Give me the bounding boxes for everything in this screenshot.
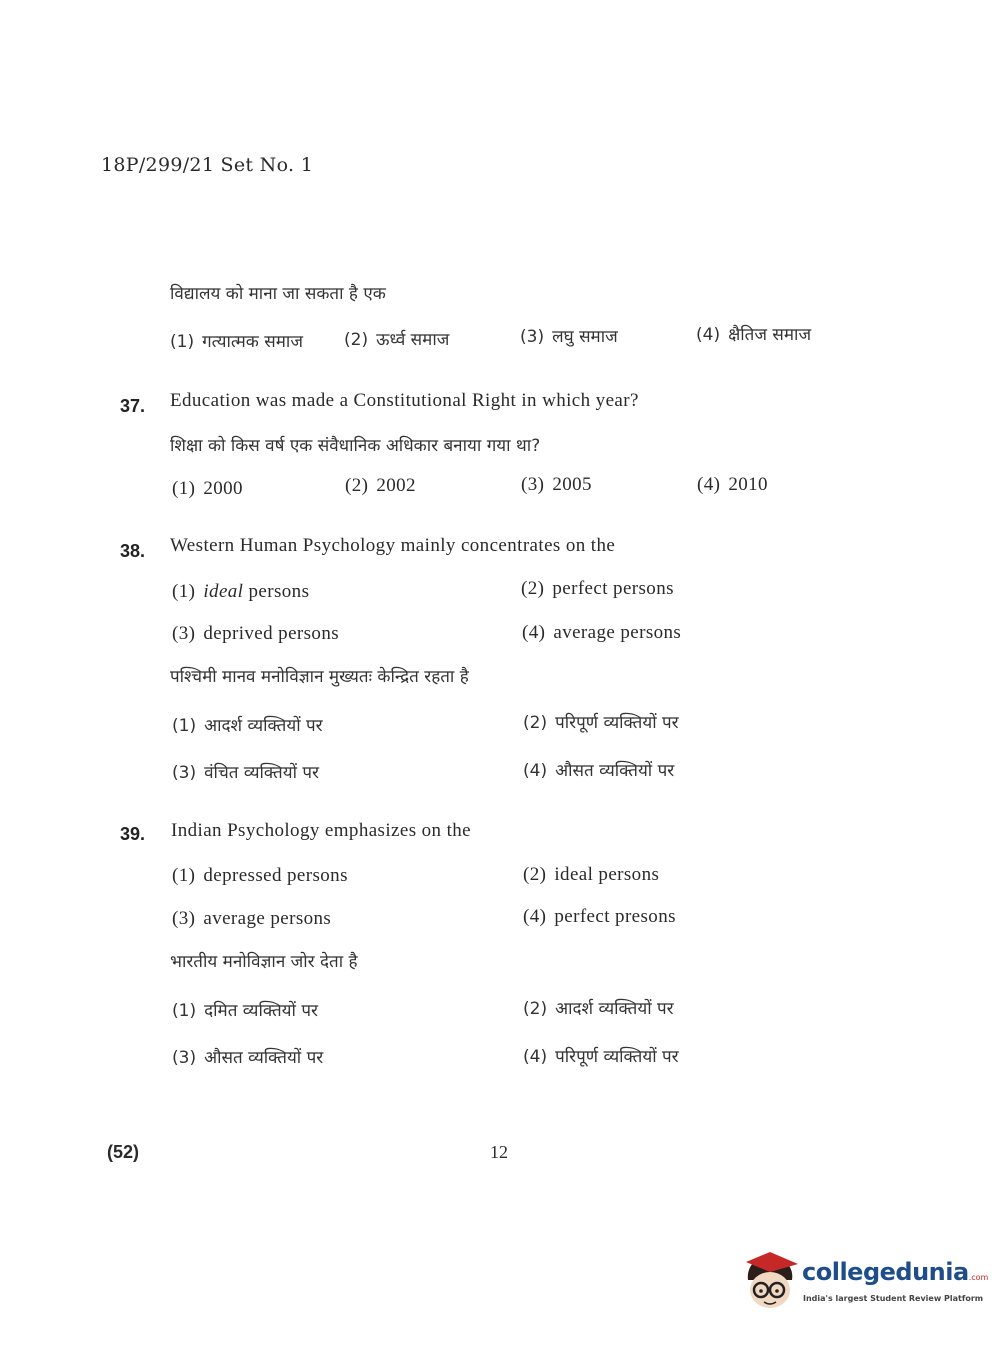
q39-stem-english: Indian Psychology emphasizes on the xyxy=(171,820,472,841)
logo-brand: collegedunia.com xyxy=(802,1258,989,1286)
q36-stem-hindi: विद्यालय को माना जा सकता है एक xyxy=(170,284,386,304)
q37-stem-english: Education was made a Constitutional Right in which year? xyxy=(170,390,639,411)
q37-option-4: (4) 2010 xyxy=(697,474,768,495)
q39-stem-hindi: भारतीय मनोविज्ञान जोर देता है xyxy=(170,952,358,972)
q39-hindi-option-1: (1) दमित व्यक्तियों पर xyxy=(172,1001,318,1021)
q39-option-3: (3) average persons xyxy=(172,908,332,929)
q36-option-3: (3) लघु समाज xyxy=(520,327,618,347)
q39-option-4: (4) perfect presons xyxy=(523,906,676,927)
logo-tagline: India's largest Student Review Platform xyxy=(803,1294,984,1303)
q38-option-2: (2) perfect persons xyxy=(521,578,674,599)
q37-option-3: (3) 2005 xyxy=(521,474,592,495)
q38-option-3: (3) deprived persons xyxy=(172,623,340,644)
q38-hindi-option-1: (1) आदर्श व्यक्तियों पर xyxy=(172,716,323,736)
q37-option-1: (1) 2000 xyxy=(172,478,243,499)
q36-option-1: (1) गत्यात्मक समाज xyxy=(170,332,303,352)
q39-hindi-option-4: (4) परिपूर्ण व्यक्तियों पर xyxy=(523,1047,679,1067)
q39-hindi-option-3: (3) औसत व्यक्तियों पर xyxy=(172,1048,324,1068)
q38-stem-english: Western Human Psychology mainly concentrates on the xyxy=(170,535,616,556)
q38-option-4: (4) average persons xyxy=(522,622,682,643)
q39-hindi-option-2: (2) आदर्श व्यक्तियों पर xyxy=(523,999,674,1019)
q38-stem-hindi: पश्चिमी मानव मनोविज्ञान मुख्यतः केन्द्रित रहता है xyxy=(170,667,469,687)
q39-number: 39. xyxy=(120,824,146,844)
q38-hindi-option-2: (2) परिपूर्ण व्यक्तियों पर xyxy=(523,713,679,733)
q37-number: 37. xyxy=(120,396,146,416)
booklet-code: (52) xyxy=(107,1142,140,1162)
q36-option-2: (2) ऊर्ध्व समाज xyxy=(344,330,450,350)
paper-code: 18P/299/21 Set No. 1 xyxy=(101,154,314,176)
q37-option-2: (2) 2002 xyxy=(345,475,416,496)
q37-stem-hindi: शिक्षा को किस वर्ष एक संवैधानिक अधिकार बनाया गया था? xyxy=(170,436,541,456)
mascot-icon xyxy=(742,1250,800,1312)
page-number: 12 xyxy=(490,1142,508,1162)
q38-hindi-option-3: (3) वंचित व्यक्तियों पर xyxy=(172,763,319,783)
q38-option-1: (1) ideal persons xyxy=(172,581,310,602)
q38-hindi-option-4: (4) औसत व्यक्तियों पर xyxy=(523,761,675,781)
q39-option-1: (1) depressed persons xyxy=(172,865,348,886)
q36-option-4: (4) क्षैतिज समाज xyxy=(696,325,812,345)
q39-option-2: (2) ideal persons xyxy=(523,864,660,885)
q38-number: 38. xyxy=(120,541,146,561)
collegedunia-logo xyxy=(742,1250,989,1312)
